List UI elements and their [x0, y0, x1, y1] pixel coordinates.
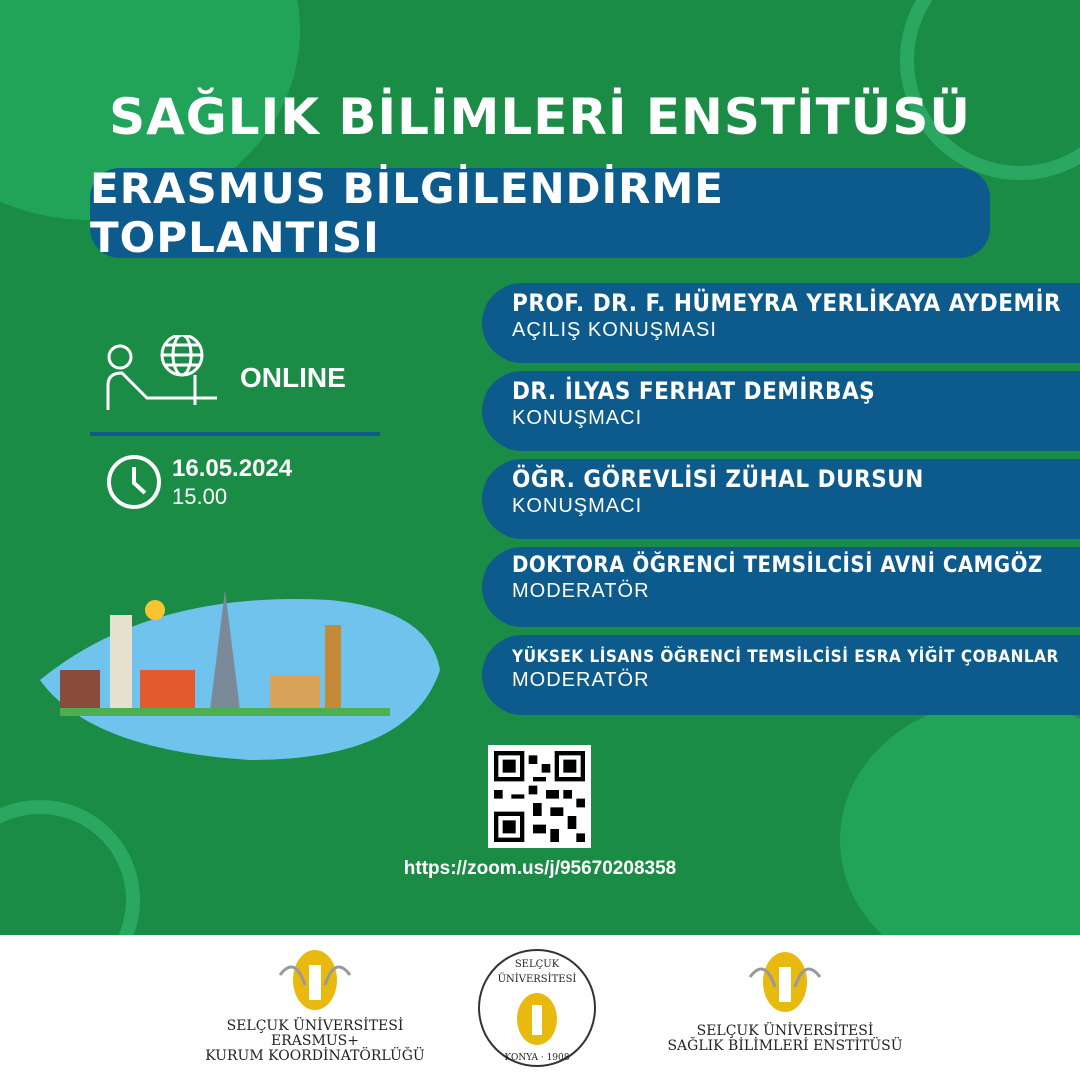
speaker-card	[482, 635, 1080, 715]
seljuk-eagle-emblem-icon	[275, 945, 355, 1015]
seal-ring-text: SELÇUK ÜNİVERSİTESİ	[497, 959, 577, 985]
speaker-role: KONUŞMACI	[512, 495, 643, 517]
europe-landmarks-illustration	[30, 560, 450, 780]
online-label: ONLINE	[240, 362, 346, 393]
event-date: 16.05.2024	[172, 455, 293, 482]
speaker-name: ÖĞR. GÖREVLİSİ ZÜHAL DURSUN	[512, 465, 924, 493]
speaker-card	[482, 283, 1080, 363]
erasmus-coordinator-logo	[200, 945, 430, 1064]
clock-icon	[105, 453, 163, 511]
meeting-link[interactable]: https://zoom.us/j/95670208358	[403, 858, 677, 879]
decor-blob	[840, 700, 1080, 935]
footer	[0, 935, 1080, 1080]
seljuk-eagle-emblem-icon	[502, 987, 572, 1047]
logo-text: SAĞLIK BİLİMLERİ ENSTİTÜSÜ	[667, 1038, 903, 1054]
speaker-role: KONUŞMACI	[512, 407, 643, 429]
divider	[90, 432, 380, 436]
speaker-role: MODERATÖR	[512, 669, 650, 691]
logo-text: ERASMUS+	[271, 1033, 359, 1049]
speaker-card	[482, 547, 1080, 627]
speaker-name: DR. İLYAS FERHAT DEMİRBAŞ	[512, 377, 876, 405]
speaker-name: DOKTORA ÖĞRENCİ TEMSİLCİSİ AVNİ CAMGÖZ	[512, 553, 1043, 578]
page-title: SAĞLIK BİLİMLERİ ENSTİTÜSÜ	[109, 88, 971, 146]
speaker-role: MODERATÖR	[512, 580, 650, 602]
qr-code-pattern	[494, 751, 585, 842]
logo-text: SELÇUK ÜNİVERSİTESİ	[696, 1023, 874, 1039]
logo-text: SELÇUK ÜNİVERSİTESİ	[226, 1018, 404, 1034]
seljuk-eagle-emblem-icon	[745, 945, 825, 1020]
seal-year: KONYA · 1908	[504, 1053, 570, 1063]
logo-text: KURUM KOORDİNATÖRLÜĞÜ	[205, 1048, 425, 1064]
speaker-role: AÇILIŞ KONUŞMASI	[512, 319, 717, 341]
selcuk-university-seal	[478, 949, 596, 1067]
speaker-name: YÜKSEK LİSANS ÖĞRENCİ TEMSİLCİSİ ESRA YİĞİT ÇOBANLAR	[512, 647, 1059, 667]
speaker-card	[482, 371, 1080, 451]
qr-code[interactable]	[488, 745, 591, 848]
speaker-name: PROF. DR. F. HÜMEYRA YERLİKAYA AYDEMİR	[512, 289, 1062, 317]
event-time: 15.00	[172, 484, 228, 509]
online-person-globe-icon	[100, 335, 225, 415]
event-title: ERASMUS BİLGİLENDİRME TOPLANTISI	[90, 168, 990, 258]
health-sciences-institute-logo	[660, 945, 910, 1054]
speaker-card	[482, 459, 1080, 539]
